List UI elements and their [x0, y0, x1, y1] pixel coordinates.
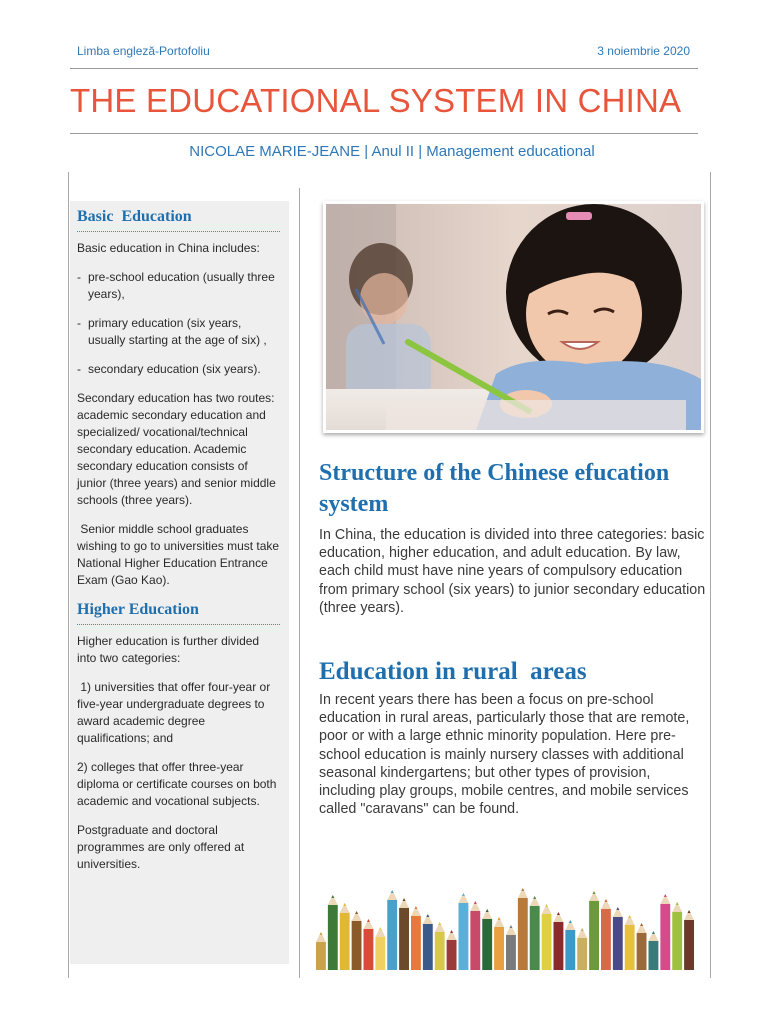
higher-education-heading: Higher Education	[77, 601, 280, 625]
pencil-icon	[565, 920, 575, 970]
gaokao-paragraph: Senior middle school graduates wishing to go to universities must take National Higher Education Entrance Exam (Gao Kao).	[77, 522, 283, 587]
pencil-icon	[684, 910, 694, 970]
structure-paragraph: In China, the education is divided into three categories: basic education, higher education, and adult education. By law, each child must have nine years of compulsory education from primary school (six years) to junior secondary education (three years).	[319, 527, 706, 616]
pencil-icon	[399, 898, 409, 970]
sidebar	[70, 201, 289, 964]
pencil-icon	[506, 925, 516, 970]
header-date: 3 noiembrie 2020	[597, 44, 690, 58]
pencil-icon	[316, 932, 326, 970]
pencil-icon	[447, 930, 457, 970]
column-divider	[299, 188, 300, 978]
pencil-icon	[328, 895, 338, 970]
pencil-icon	[542, 904, 552, 970]
header-top-rule	[70, 68, 698, 69]
pencil-icon	[459, 893, 469, 970]
pencil-icon	[577, 928, 587, 970]
pencil-icon	[637, 923, 647, 970]
pencil-icon	[530, 896, 540, 970]
pencil-icon	[601, 899, 611, 970]
rural-paragraph: In recent years there has been a focus on pre-school education in rural areas, particularly those that are remote, poor or with a large ethnic minority population. Here pre-school education is mainly nursery classes with additional seasonal kindergartens; but other types of provision, including play groups, mobile centres, and mobile services called "caravans" can be found.	[319, 692, 690, 818]
pencil-icon	[589, 891, 599, 970]
pencil-icon	[470, 901, 480, 970]
pencil-icon	[672, 902, 682, 970]
pencil-icon	[364, 919, 374, 970]
pencil-icon	[625, 915, 635, 970]
pencil-icon	[340, 903, 350, 970]
colleges-paragraph: 2) colleges that offer three-year diploma or certificate courses on both academic and vocational subjects.	[77, 760, 277, 808]
higher-education-intro: Higher education is further divided into two categories:	[77, 634, 260, 665]
pencil-icon	[435, 922, 445, 970]
list-item: - pre-school education (usually three years),	[77, 270, 275, 301]
colored-pencils-illustration	[315, 880, 695, 970]
basic-education-intro: Basic education in China includes:	[77, 241, 260, 255]
universities-paragraph: 1) universities that offer four-year or five-year undergraduate degrees to award academic degree qualifications; and	[77, 680, 274, 745]
pencil-icon	[518, 888, 528, 970]
basic-education-heading: Basic Education	[77, 208, 280, 232]
pencil-icon	[494, 917, 504, 970]
secondary-routes-paragraph: Secondary education has two routes: academic secondary education and specialized/ vocational/technical secondary education. Academic secondary education consists of junior (three years) and senior middle schools (three years).	[77, 391, 276, 507]
structure-heading: Structure of the Chinese efucation system	[319, 460, 670, 517]
author-byline: NICOLAE MARIE-JEANE | Anul II | Management educational	[189, 143, 595, 160]
pencil-icon	[352, 911, 362, 970]
pencil-icon	[375, 927, 385, 970]
header-left-label: Limba engleză-Portofoliu	[77, 44, 210, 58]
pencil-icon	[482, 909, 492, 970]
pencil-icon	[423, 914, 433, 970]
list-item: - secondary education (six years).	[77, 362, 261, 376]
left-frame-line	[68, 172, 69, 978]
pencil-icon	[411, 906, 421, 970]
pencil-icon	[554, 912, 564, 970]
postgraduate-paragraph: Postgraduate and doctoral programmes are only offered at universities.	[77, 823, 245, 871]
pencil-icon	[649, 931, 659, 970]
right-frame-line	[710, 172, 711, 978]
classroom-photo	[323, 201, 704, 433]
pencil-icon	[660, 894, 670, 970]
rural-heading: Education in rural areas	[319, 658, 587, 685]
pencil-icon	[387, 890, 397, 970]
header-bottom-rule	[70, 133, 698, 134]
list-item: - primary education (six years, usually starting at the age of six) ,	[77, 316, 267, 347]
pencil-icon	[613, 907, 623, 970]
page-title: THE EDUCATIONAL SYSTEM IN CHINA	[70, 82, 682, 119]
